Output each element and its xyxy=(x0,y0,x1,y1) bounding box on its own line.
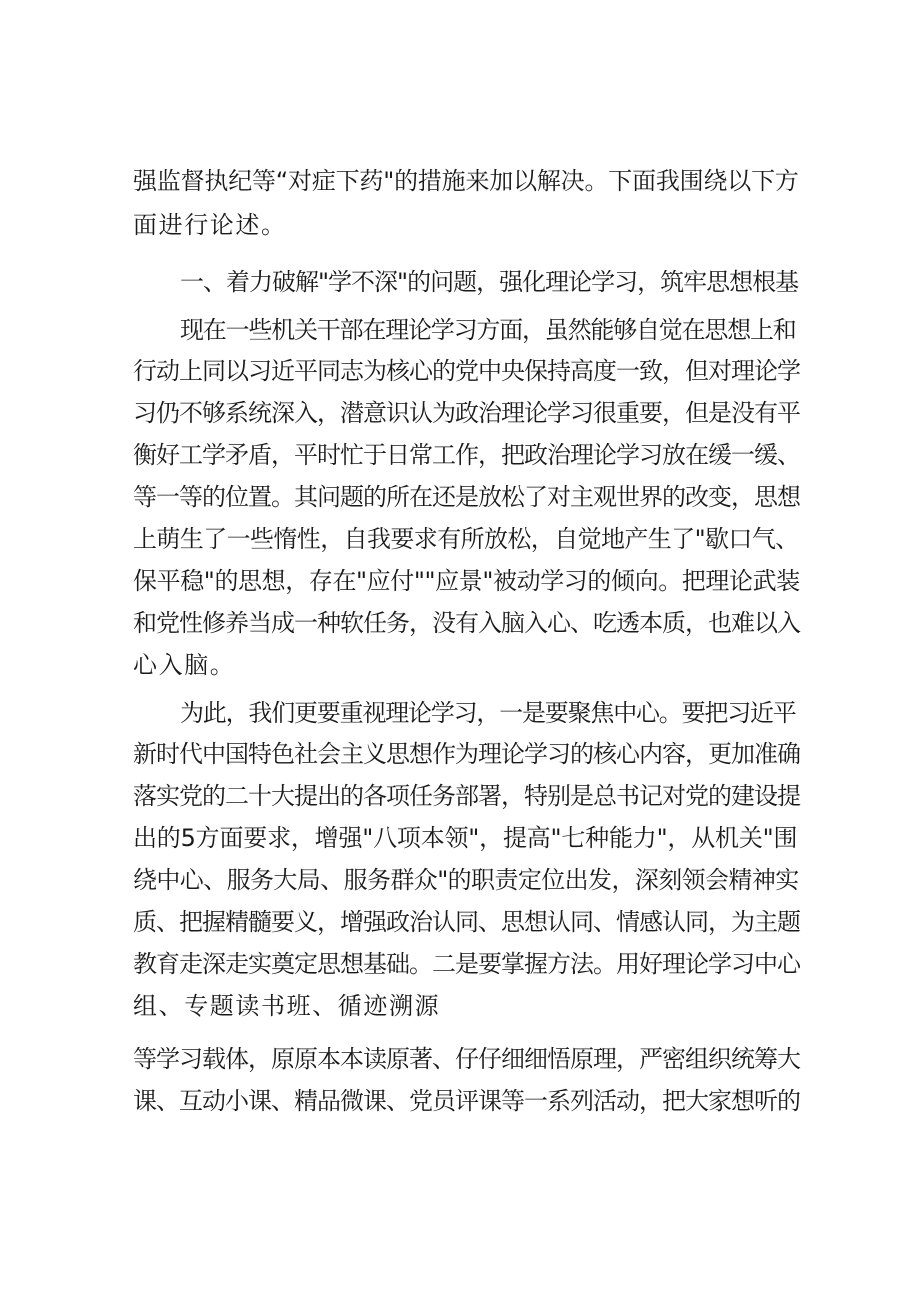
text-line: 现在一些机关干部在理论学习方面，虽然能够自觉在思想上和 xyxy=(180,316,796,344)
text-line: 行动上同以习近平同志为核心的党中央保持高度一致，但对理论学 xyxy=(133,357,800,385)
text-line: 出的5方面要求，增强"八项本领"，提高"七种能力"，从机关"围 xyxy=(133,824,798,852)
text-line: 课、互动小课、精品微课、党员评课等一系列活动，把大家想听的 xyxy=(133,1087,800,1115)
text-line: 等学习载体，原原本本读原著、仔仔细细悟原理，严密组织统筹大 xyxy=(133,1045,800,1073)
text-line: 面进行论述。 xyxy=(133,211,287,239)
text-line: 等一等的位置。其问题的所在还是放松了对主观世界的改变，思想 xyxy=(133,483,800,511)
text-line: 绕中心、服务大局、服务群众"的职责定位出发，深刻领会精神实 xyxy=(133,866,799,894)
text-line: 组、专题读书班、循迹溯源 xyxy=(133,992,441,1020)
text-line: 心入脑。 xyxy=(133,651,236,679)
text-line: 上萌生了一些惰性，自我要求有所放松，自觉地产生了"歇口气、 xyxy=(133,525,799,553)
text-line: 保平稳"的思想，存在"应付""应景"被动学习的倾向。把理论武装 xyxy=(133,567,800,595)
text-line: 质、把握精髓要义，增强政治认同、思想认同、情感认同，为主题 xyxy=(133,908,800,936)
text-line: 习仍不够系统深入，潜意识认为政治理论学习很重要，但是没有平 xyxy=(133,399,800,427)
text-line: 衡好工学矛盾，平时忙于日常工作，把政治理论学习放在缓一缓、 xyxy=(133,441,800,469)
section-heading: 一、着力破解"学不深"的问题，强化理论学习，筑牢思想根基 xyxy=(180,268,799,296)
text-line: 为此，我们更要重视理论学习，一是要聚焦中心。要把习近平 xyxy=(180,699,796,727)
text-line: 落实党的二十大提出的各项任务部署，特别是总书记对党的建设提 xyxy=(133,782,800,810)
text-line: 教育走深走实奠定思想基础。二是要掌握方法。用好理论学习中心 xyxy=(133,950,800,978)
text-line: 新时代中国特色社会主义思想作为理论学习的核心内容，更加准确 xyxy=(133,740,800,768)
text-line: 强监督执纪等“对症下药"的措施来加以解决。下面我围绕以下方 xyxy=(133,167,799,195)
text-line: 和党性修养当成一种软任务，没有入脑入心、吃透本质，也难以入 xyxy=(133,609,800,637)
